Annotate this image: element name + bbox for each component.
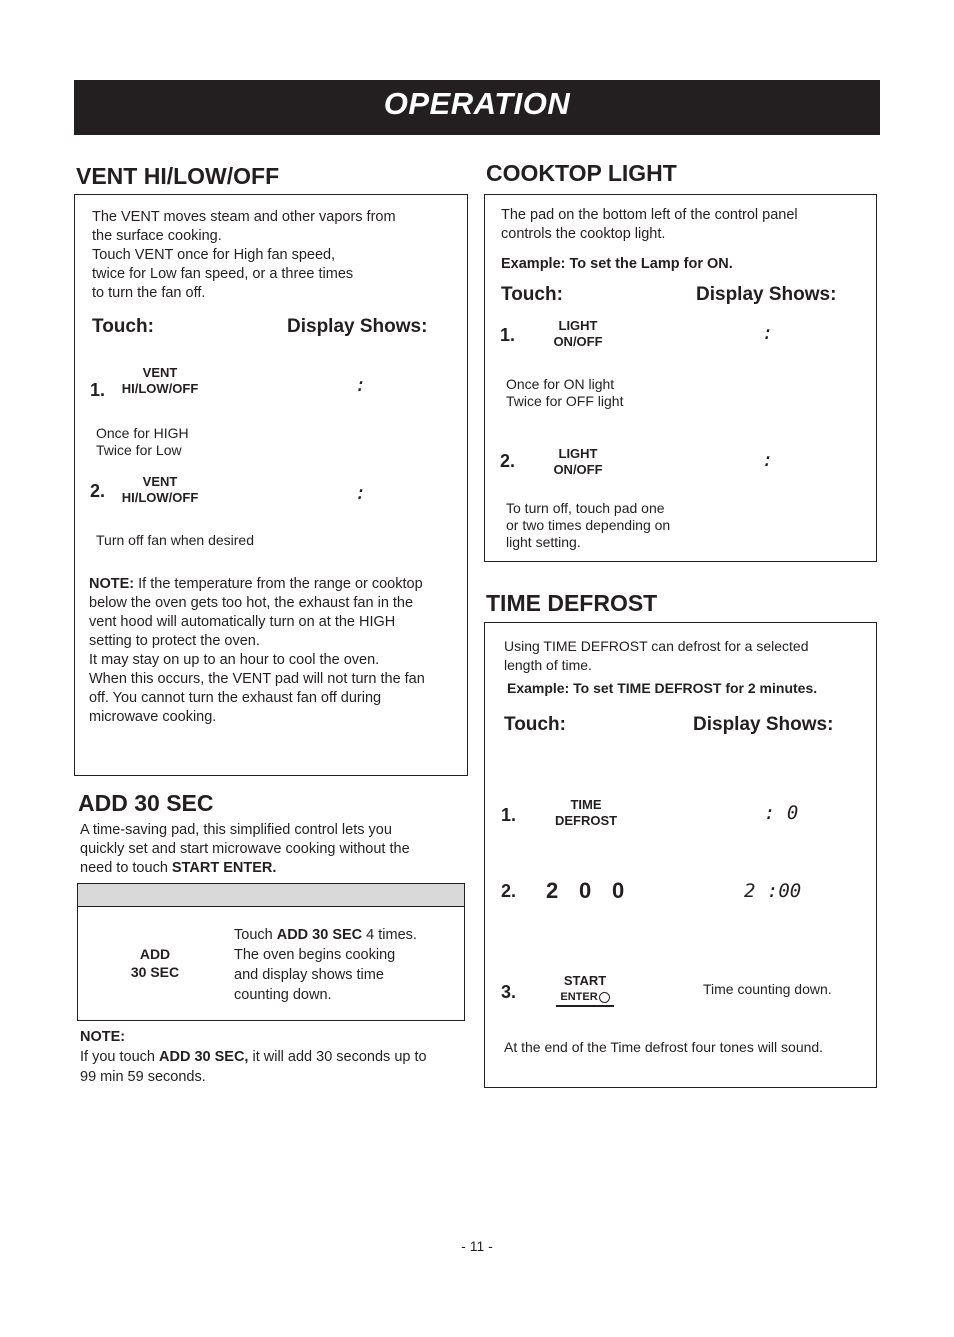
key-label: TIME: [570, 797, 602, 812]
add-30-sec-key[interactable]: [118, 945, 192, 981]
note-label: NOTE:: [89, 576, 135, 592]
note-line: microwave cooking.: [89, 709, 217, 725]
key-label: LIGHT: [558, 446, 598, 461]
vent-intro: [92, 208, 396, 303]
note-line: Once for ON light: [506, 376, 615, 392]
light-on-off-key[interactable]: [546, 318, 610, 350]
defrost-intro: [504, 637, 809, 675]
vent-note: [89, 575, 461, 727]
key-label: ENTER: [560, 991, 598, 1003]
note-line: When this occurs, the VENT pad will not turn the fan: [89, 671, 425, 687]
intro-line: A time-saving pad, this simplified control lets you: [80, 822, 392, 838]
time-defrost-key[interactable]: [550, 797, 622, 829]
note-line: off. You cannot turn the exhaust fan off during: [89, 690, 382, 706]
cooktop-step1-note: [506, 376, 623, 410]
vent-step1-display: :: [355, 374, 367, 396]
defrost-step2-number: 2.: [501, 881, 517, 901]
add30-intro: [80, 821, 410, 878]
note-line: Once for HIGH: [96, 425, 189, 441]
add30-note: [80, 1047, 427, 1087]
vent-display-header: Display Shows:: [287, 316, 428, 337]
note-text: it will add 30 seconds up to: [248, 1049, 427, 1065]
page-title: OPERATION: [383, 86, 571, 121]
defrost-step3-display: Time counting down.: [703, 981, 832, 997]
note-line: Twice for OFF light: [506, 393, 624, 409]
note-line: light setting.: [506, 534, 581, 550]
key-label: START: [563, 973, 607, 988]
note-line: To turn off, touch pad one: [506, 500, 665, 516]
vent-intro-line: The VENT moves steam and other vapors from: [92, 209, 396, 225]
vent-hi-low-off-key[interactable]: [118, 474, 202, 506]
digit-0-key[interactable]: 0: [579, 878, 592, 903]
note-bold: ADD 30 SEC,: [159, 1049, 249, 1065]
intro-line: quickly set and start microwave cooking without the: [80, 841, 410, 857]
cooktop-step1-display: :: [762, 322, 774, 344]
key-label: DEFROST: [554, 813, 618, 828]
vent-title: VENT HI/LOW/OFF: [76, 163, 280, 189]
key-label: HI/LOW/OFF: [121, 381, 199, 396]
vent-step2-display: :: [355, 482, 367, 504]
desc-text: 4 times.: [362, 927, 417, 943]
defrost-step3-number: 3.: [501, 982, 517, 1002]
cooktop-touch-header: Touch:: [501, 284, 563, 305]
number-pad-digits: [546, 878, 645, 904]
defrost-footer: At the end of the Time defrost four tones will sound.: [504, 1039, 824, 1055]
defrost-example: Example: To set TIME DEFROST for 2 minutes.: [507, 680, 818, 696]
start-circle-icon: [599, 992, 610, 1003]
light-on-off-key[interactable]: [546, 446, 610, 478]
vent-step1-note: [96, 425, 189, 459]
desc-line: The oven begins cooking: [234, 947, 396, 963]
intro-line: controls the cooktop light.: [501, 226, 666, 242]
intro-line: The pad on the bottom left of the control panel: [501, 207, 798, 223]
vent-intro-line: twice for Low fan speed, or a three times: [92, 266, 354, 282]
cooktop-step2-number: 2.: [500, 451, 516, 471]
note-text: If you touch: [80, 1049, 159, 1065]
key-label: VENT: [142, 474, 178, 489]
vent-step2-number: 2.: [90, 481, 106, 501]
desc-line: counting down.: [234, 987, 332, 1003]
enter-label-row: [556, 989, 614, 1007]
vent-intro-line: the surface cooking.: [92, 228, 222, 244]
key-label: LIGHT: [558, 318, 598, 333]
cooktop-step1-number: 1.: [500, 325, 516, 345]
defrost-display-header: Display Shows:: [693, 714, 834, 735]
key-label: VENT: [142, 365, 178, 380]
note-line: below the oven gets too hot, the exhaust fan in the: [89, 595, 414, 611]
cooktop-display-header: Display Shows:: [696, 284, 837, 305]
key-label: ON/OFF: [553, 462, 603, 477]
desc-line: and display shows time: [234, 967, 384, 983]
start-enter-key[interactable]: [556, 973, 614, 1007]
note-line: It may stay on up to an hour to cool the oven.: [89, 652, 380, 668]
cooktop-step2-note: [506, 500, 670, 551]
key-label: ON/OFF: [553, 334, 603, 349]
note-line: setting to protect the oven.: [89, 633, 260, 649]
intro-bold: START ENTER.: [171, 860, 277, 876]
defrost-step1-number: 1.: [501, 805, 517, 825]
note-line: or two times depending on: [506, 517, 671, 533]
add30-description: [234, 925, 456, 1005]
note-line: 99 min 59 seconds.: [80, 1069, 206, 1085]
intro-text: need to touch: [80, 860, 172, 876]
note-line: Twice for Low: [96, 442, 182, 458]
intro-line: length of time.: [504, 657, 592, 673]
desc-bold: ADD 30 SEC: [276, 927, 363, 943]
cooktop-step2-display: :: [762, 449, 774, 471]
vent-intro-line: Touch VENT once for High fan speed,: [92, 247, 336, 263]
vent-touch-header: Touch:: [92, 316, 154, 337]
digit-2-key[interactable]: 2: [546, 878, 559, 903]
add30-note-label: NOTE:: [80, 1029, 126, 1045]
note-line: vent hood will automatically turn on at the HIGH: [89, 614, 396, 630]
defrost-title: TIME DEFROST: [486, 590, 658, 616]
vent-step2-note: Turn off fan when desired: [96, 532, 254, 548]
defrost-step1-display: : 0: [764, 802, 799, 824]
header-banner: [74, 80, 880, 135]
key-label: 30 SEC: [130, 964, 180, 980]
page-number: - 11 -: [461, 1238, 493, 1254]
note-text: If the temperature from the range or cooktop: [134, 576, 423, 592]
cooktop-title: COOKTOP LIGHT: [486, 160, 677, 186]
cooktop-example: Example: To set the Lamp for ON.: [501, 256, 733, 272]
intro-line: Using TIME DEFROST can defrost for a selected: [504, 638, 809, 654]
add30-box-header-bar: [78, 884, 464, 907]
vent-hi-low-off-key[interactable]: [118, 365, 202, 397]
key-label: ADD: [139, 946, 171, 962]
digit-0-key[interactable]: 0: [612, 878, 625, 903]
vent-intro-line: to turn the fan off.: [92, 285, 206, 301]
add30-title: ADD 30 SEC: [78, 790, 214, 816]
cooktop-intro: [501, 206, 798, 244]
defrost-touch-header: Touch:: [504, 714, 566, 735]
vent-step1-number: 1.: [90, 380, 106, 400]
key-label: HI/LOW/OFF: [121, 490, 199, 505]
desc-text: Touch: [234, 927, 277, 943]
defrost-step2-display: 2 :00: [744, 880, 802, 902]
